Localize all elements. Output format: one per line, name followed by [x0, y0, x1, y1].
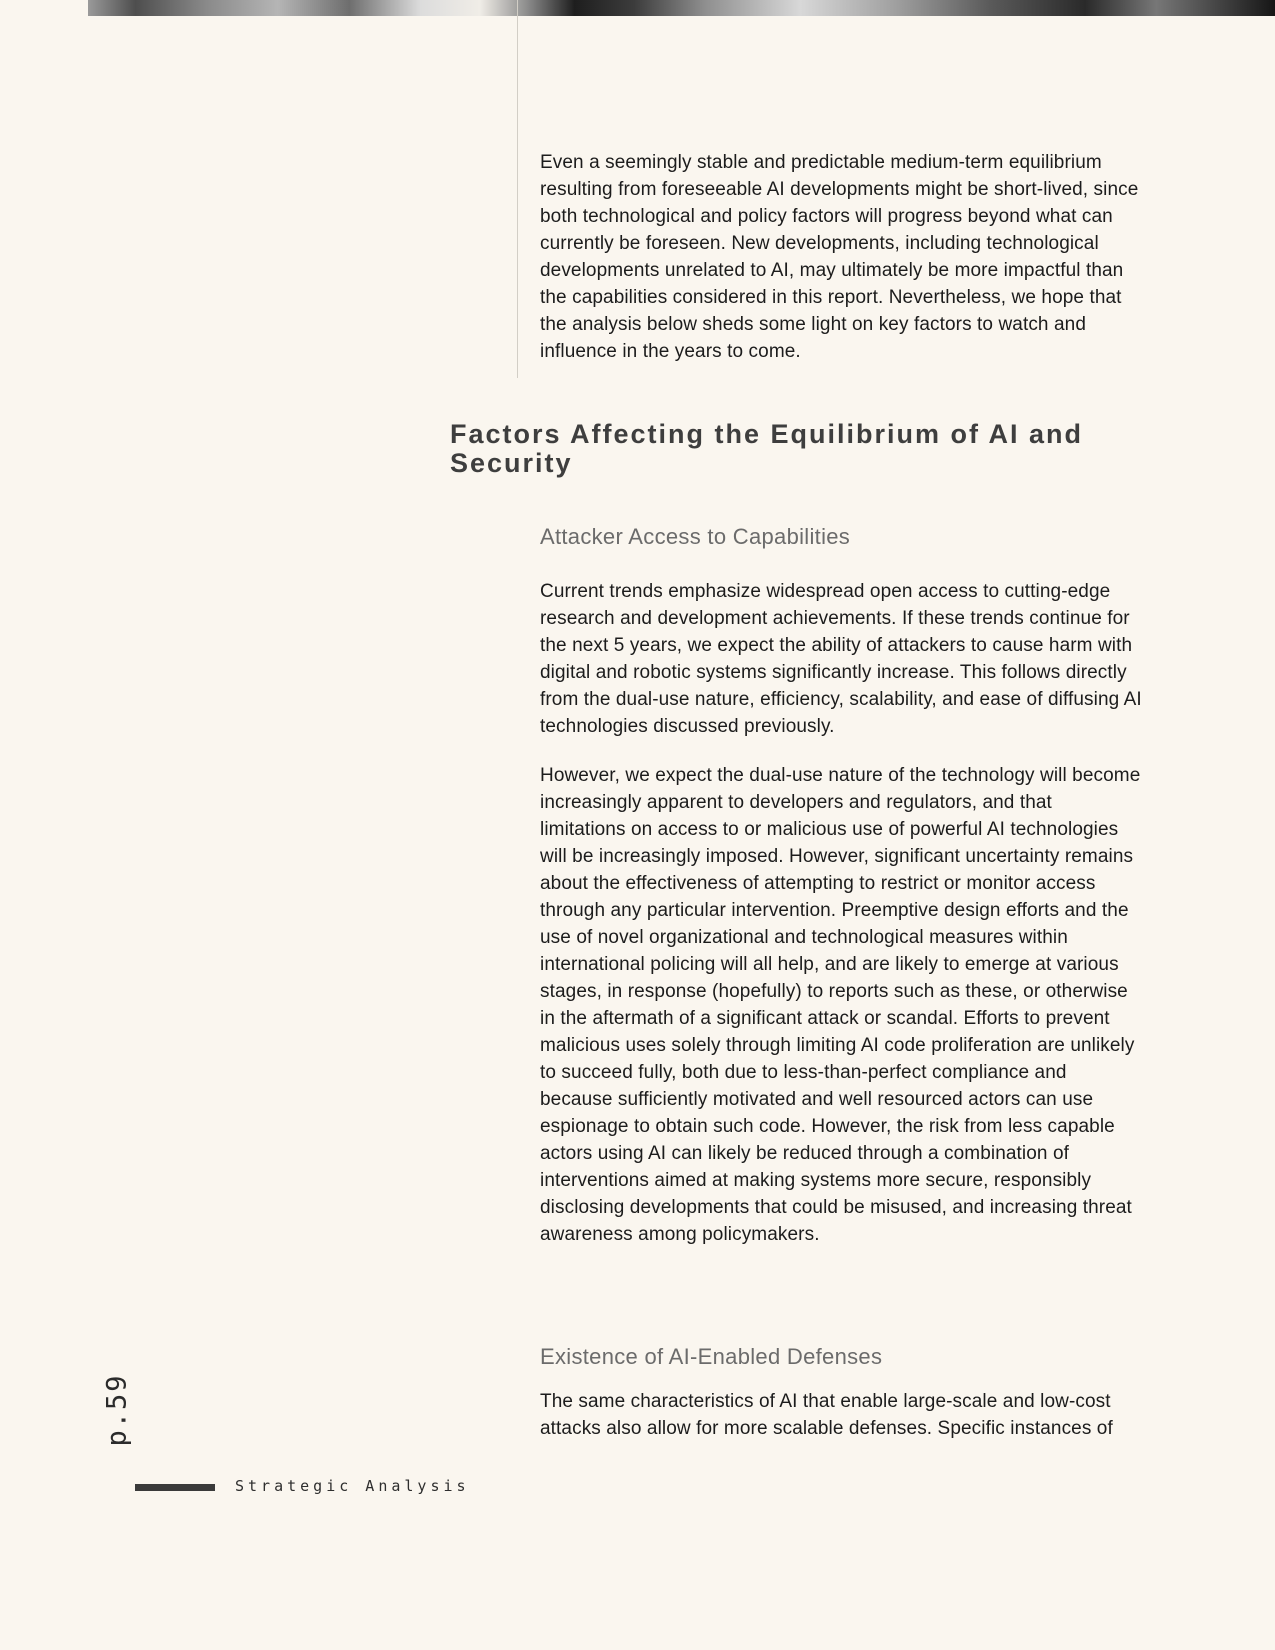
ai-enabled-defenses-paragraph-1: The same characteristics of AI that enable large-scale and low-cost attacks also allow for more scalable defenses. Specific instances of	[540, 1391, 1113, 1439]
margin-rule-line	[517, 0, 518, 378]
subsection-heading-ai-enabled-defenses: Existence of AI-Enabled Defenses	[540, 1344, 883, 1369]
attacker-access-paragraph-2: However, we expect the dual-use nature of the technology will become increasingly apparent to developers and regulators, and that limitations on access to or malicious use of powerful AI technologies will be increasingly imposed. However, significant uncertainty remains about the effectiveness of attempting to restrict or monitor access through any particular intervention. Preemptive design efforts and the use of novel organizational and technological measures within international policing will all help, and are likely to emerge at various stages, in response (hopefully) to reports such as these, or otherwise in the aftermath of a significant attack or scandal. Efforts to prevent malicious uses solely through limiting AI code proliferation are unlikely to succeed fully, both due to less-than-perfect compliance and because sufficiently motivated and well resourced actors can use espionage to obtain such code. However, the risk from less capable actors using AI can likely be reduced through a combination of interventions aimed at making systems more secure, responsibly disclosing developments that could be misused, and increasing threat awareness among policymakers.	[540, 765, 1141, 1245]
page-number: p.59	[101, 1373, 133, 1447]
footer-section-label: Strategic Analysis	[235, 1477, 470, 1495]
section-title: Factors Affecting the Equilibrium of AI and Security	[450, 419, 1084, 478]
footer-rule-bar	[135, 1484, 215, 1491]
subsection-heading-attacker-access: Attacker Access to Capabilities	[540, 524, 851, 549]
header-gradient-strip	[88, 0, 1275, 16]
attacker-access-paragraph-1: Current trends emphasize widespread open access to cutting-edge research and development achievements. If these trends continue for the next 5 years, we expect the ability of attackers to cause harm with digital and robotic systems significantly increase. This follows directly from the dual-use nature, efficiency, scalability, and ease of diffusing AI technologies discussed previously.	[540, 581, 1142, 737]
intro-paragraph: Even a seemingly stable and predictable medium-term equilibrium resulting from foreseeable AI developments might be short-lived, since both technological and policy factors will progress beyond what can currently be foreseen. New developments, including technological developments unrelated to AI, may ultimately be more impactful than the capabilities considered in this report. Nevertheless, we hope that the analysis below sheds some light on key factors to watch and influence in the years to come.	[540, 152, 1139, 362]
